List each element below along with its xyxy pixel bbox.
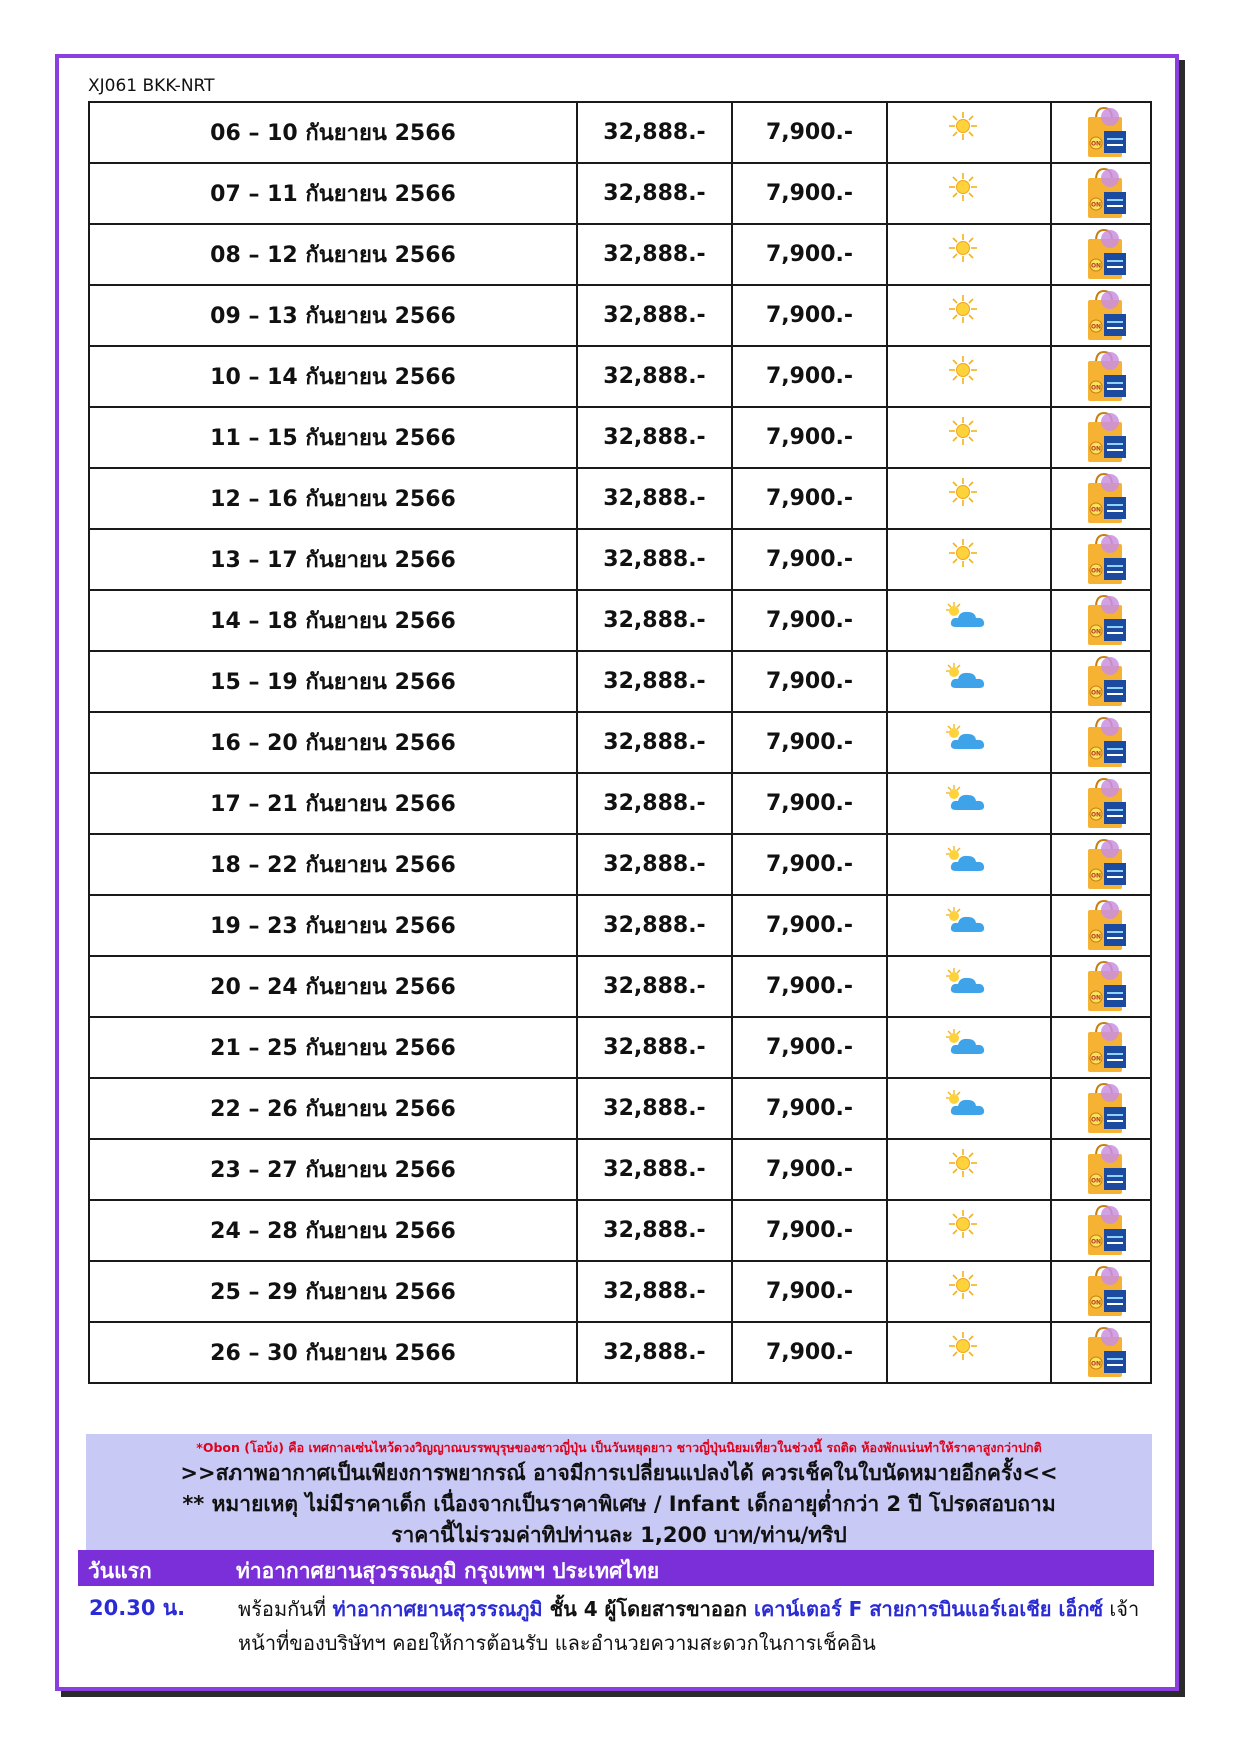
- weather-cell: [887, 468, 1051, 529]
- single-supplement: 7,900.-: [732, 529, 887, 590]
- day-header: [78, 1550, 1154, 1586]
- single-supplement: 7,900.-: [732, 1078, 887, 1139]
- adult-price: 32,888.-: [577, 895, 732, 956]
- shopping-cell: [1051, 1322, 1151, 1383]
- table-row: [89, 407, 1151, 468]
- sun-behind-cloud-icon: [944, 845, 988, 875]
- weather-cell: [887, 285, 1051, 346]
- svg-text:ON: ON: [1090, 689, 1102, 697]
- adult-price: 32,888.-: [577, 529, 732, 590]
- weather-cell: [887, 1139, 1051, 1200]
- schedule-time: 20.30 น.: [89, 1596, 186, 1620]
- sun-behind-cloud-icon: [944, 906, 988, 936]
- shopping-bag-on-icon: [1082, 1264, 1128, 1318]
- shopping-cell: [1051, 956, 1151, 1017]
- svg-text:ON: ON: [1090, 872, 1102, 880]
- desc-floor: ชั้น 4 ผู้โดยสารขาออก: [542, 1597, 755, 1621]
- day-title: ท่าอากาศยานสุวรรณภูมิ กรุงเทพฯ ประเทศไทย: [236, 1559, 660, 1583]
- shopping-bag-on-icon: [1082, 1325, 1128, 1379]
- single-supplement: 7,900.-: [732, 712, 887, 773]
- departure-dates: 13 – 17 กันยายน 2566: [89, 529, 577, 590]
- single-supplement: 7,900.-: [732, 1261, 887, 1322]
- sun-icon: [948, 477, 978, 507]
- departure-dates: 22 – 26 กันยายน 2566: [89, 1078, 577, 1139]
- table-row: [89, 285, 1151, 346]
- adult-price: 32,888.-: [577, 1322, 732, 1383]
- single-supplement: 7,900.-: [732, 102, 887, 163]
- table-row: [89, 1078, 1151, 1139]
- single-supplement: 7,900.-: [732, 1322, 887, 1383]
- sun-behind-cloud-icon: [944, 662, 988, 692]
- svg-text:ON: ON: [1090, 140, 1102, 148]
- table-row: [89, 651, 1151, 712]
- shopping-bag-on-icon: [1082, 1203, 1128, 1257]
- svg-text:ON: ON: [1090, 445, 1102, 453]
- sun-icon: [948, 538, 978, 568]
- sun-behind-cloud-icon: [944, 601, 988, 631]
- adult-price: 32,888.-: [577, 1200, 732, 1261]
- desc-counter: เคาน์เตอร์ F สายการบินแอร์เอเชีย เอ็กซ์: [754, 1597, 1104, 1621]
- sun-behind-cloud-icon: [944, 967, 988, 997]
- weather-cell: [887, 224, 1051, 285]
- shopping-cell: [1051, 163, 1151, 224]
- svg-text:ON: ON: [1090, 384, 1102, 392]
- child-price-note: ** หมายเหตุ ไม่มีราคาเด็ก เนื่องจากเป็นราคาพิเศษ / Infant เด็กอายุต่ำกว่า 2 ปี โปรดสอบถาม: [182, 1492, 1056, 1516]
- sun-behind-cloud-icon: [944, 723, 988, 753]
- departure-dates: 17 – 21 กันยายน 2566: [89, 773, 577, 834]
- adult-price: 32,888.-: [577, 163, 732, 224]
- single-supplement: 7,900.-: [732, 590, 887, 651]
- weather-cell: [887, 956, 1051, 1017]
- table-row: [89, 1322, 1151, 1383]
- svg-text:ON: ON: [1090, 750, 1102, 758]
- shopping-bag-on-icon: [1082, 593, 1128, 647]
- single-supplement: 7,900.-: [732, 1139, 887, 1200]
- adult-price: 32,888.-: [577, 1261, 732, 1322]
- shopping-bag-on-icon: [1082, 776, 1128, 830]
- departure-dates: 11 – 15 กันยายน 2566: [89, 407, 577, 468]
- svg-text:ON: ON: [1090, 567, 1102, 575]
- svg-text:ON: ON: [1090, 628, 1102, 636]
- svg-text:ON: ON: [1090, 1299, 1102, 1307]
- svg-text:ON: ON: [1090, 201, 1102, 209]
- shopping-bag-on-icon: [1082, 288, 1128, 342]
- shopping-bag-on-icon: [1082, 227, 1128, 281]
- single-supplement: 7,900.-: [732, 773, 887, 834]
- shopping-bag-on-icon: [1082, 898, 1128, 952]
- shopping-cell: [1051, 285, 1151, 346]
- adult-price: 32,888.-: [577, 1017, 732, 1078]
- departure-dates: 19 – 23 กันยายน 2566: [89, 895, 577, 956]
- shopping-cell: [1051, 1017, 1151, 1078]
- desc-text: เจ้าหน้าที่ของบริษัทฯ คอยให้การต้อนรับ และอำนวยความสะดวกในการเช็คอิน: [238, 1597, 1140, 1655]
- table-row: [89, 590, 1151, 651]
- sun-icon: [948, 1331, 978, 1361]
- weather-cell: [887, 163, 1051, 224]
- table-row: [89, 956, 1151, 1017]
- adult-price: 32,888.-: [577, 102, 732, 163]
- obon-note: *Obon (โอบ้ง) คือ เทศกาลเซ่นไหว้ดวงวิญญาณบรรพบุรุษของชาวญี่ปุ่น เป็นวันหยุดยาว ชาวญี่ปุ่นนิยมเที่ยวในช่วงนี้ รถติด ห้องพักแน่นทำให้ราคาสูงกว่าปกติ: [196, 1440, 1042, 1455]
- weather-cell: [887, 529, 1051, 590]
- table-row: [89, 1139, 1151, 1200]
- table-row: [89, 346, 1151, 407]
- shopping-bag-on-icon: [1082, 1142, 1128, 1196]
- shopping-bag-on-icon: [1082, 532, 1128, 586]
- table-row: [89, 895, 1151, 956]
- shopping-cell: [1051, 1200, 1151, 1261]
- departure-dates: 10 – 14 กันยายน 2566: [89, 346, 577, 407]
- shopping-cell: [1051, 407, 1151, 468]
- shopping-cell: [1051, 346, 1151, 407]
- table-row: [89, 1261, 1151, 1322]
- table-row: [89, 834, 1151, 895]
- shopping-cell: [1051, 1139, 1151, 1200]
- svg-text:ON: ON: [1090, 811, 1102, 819]
- weather-cell: [887, 102, 1051, 163]
- departure-dates: 07 – 11 กันยายน 2566: [89, 163, 577, 224]
- shopping-bag-on-icon: [1082, 715, 1128, 769]
- adult-price: 32,888.-: [577, 956, 732, 1017]
- adult-price: 32,888.-: [577, 834, 732, 895]
- shopping-cell: [1051, 590, 1151, 651]
- svg-text:ON: ON: [1090, 933, 1102, 941]
- svg-text:ON: ON: [1090, 506, 1102, 514]
- departure-dates: 20 – 24 กันยายน 2566: [89, 956, 577, 1017]
- weather-cell: [887, 895, 1051, 956]
- table-row: [89, 529, 1151, 590]
- weather-cell: [887, 1200, 1051, 1261]
- single-supplement: 7,900.-: [732, 1017, 887, 1078]
- shopping-bag-on-icon: [1082, 105, 1128, 159]
- single-supplement: 7,900.-: [732, 834, 887, 895]
- departure-dates: 12 – 16 กันยายน 2566: [89, 468, 577, 529]
- shopping-bag-on-icon: [1082, 1081, 1128, 1135]
- shopping-bag-on-icon: [1082, 349, 1128, 403]
- departure-dates: 25 – 29 กันยายน 2566: [89, 1261, 577, 1322]
- tour-code: XJ061 BKK-NRT: [88, 76, 215, 96]
- svg-text:ON: ON: [1090, 1177, 1102, 1185]
- adult-price: 32,888.-: [577, 712, 732, 773]
- shopping-cell: [1051, 102, 1151, 163]
- weather-note: >>สภาพอากาศเป็นเพียงการพยากรณ์ อาจมีการเปลี่ยนแปลงได้ ควรเช็คในใบนัดหมายอีกครั้ง<<: [180, 1461, 1058, 1485]
- svg-text:ON: ON: [1090, 1116, 1102, 1124]
- departure-dates: 08 – 12 กันยายน 2566: [89, 224, 577, 285]
- single-supplement: 7,900.-: [732, 651, 887, 712]
- adult-price: 32,888.-: [577, 651, 732, 712]
- svg-text:ON: ON: [1090, 262, 1102, 270]
- weather-cell: [887, 1017, 1051, 1078]
- adult-price: 32,888.-: [577, 346, 732, 407]
- single-supplement: 7,900.-: [732, 163, 887, 224]
- svg-text:ON: ON: [1090, 1055, 1102, 1063]
- departure-dates: 09 – 13 กันยายน 2566: [89, 285, 577, 346]
- shopping-cell: [1051, 1261, 1151, 1322]
- sun-icon: [948, 233, 978, 263]
- frame-shadow: [61, 1691, 1185, 1697]
- shopping-bag-on-icon: [1082, 166, 1128, 220]
- sun-icon: [948, 172, 978, 202]
- departure-dates: 14 – 18 กันยายน 2566: [89, 590, 577, 651]
- adult-price: 32,888.-: [577, 1078, 732, 1139]
- single-supplement: 7,900.-: [732, 468, 887, 529]
- svg-text:ON: ON: [1090, 994, 1102, 1002]
- svg-text:ON: ON: [1090, 1360, 1102, 1368]
- shopping-cell: [1051, 468, 1151, 529]
- notes-box: [86, 1434, 1152, 1550]
- sun-icon: [948, 355, 978, 385]
- weather-cell: [887, 651, 1051, 712]
- shopping-bag-on-icon: [1082, 1020, 1128, 1074]
- tip-note: ราคานี้ไม่รวมค่าทิปท่านละ 1,200 บาท/ท่าน/ทริป: [391, 1523, 847, 1547]
- weather-cell: [887, 407, 1051, 468]
- frame-shadow: [1179, 60, 1185, 1697]
- single-supplement: 7,900.-: [732, 407, 887, 468]
- table-row: [89, 224, 1151, 285]
- shopping-cell: [1051, 224, 1151, 285]
- table-row: [89, 1200, 1151, 1261]
- shopping-cell: [1051, 895, 1151, 956]
- table-row: [89, 712, 1151, 773]
- adult-price: 32,888.-: [577, 773, 732, 834]
- departure-dates: 18 – 22 กันยายน 2566: [89, 834, 577, 895]
- shopping-bag-on-icon: [1082, 654, 1128, 708]
- single-supplement: 7,900.-: [732, 346, 887, 407]
- weather-cell: [887, 712, 1051, 773]
- sun-behind-cloud-icon: [944, 1028, 988, 1058]
- shopping-bag-on-icon: [1082, 471, 1128, 525]
- desc-text: พร้อมกันที่: [238, 1597, 333, 1621]
- single-supplement: 7,900.-: [732, 224, 887, 285]
- shopping-cell: [1051, 1078, 1151, 1139]
- adult-price: 32,888.-: [577, 1139, 732, 1200]
- schedule-description: [238, 1592, 1150, 1660]
- shopping-cell: [1051, 529, 1151, 590]
- sun-icon: [948, 1148, 978, 1178]
- single-supplement: 7,900.-: [732, 1200, 887, 1261]
- table-row: [89, 163, 1151, 224]
- adult-price: 32,888.-: [577, 468, 732, 529]
- sun-icon: [948, 111, 978, 141]
- shopping-bag-on-icon: [1082, 837, 1128, 891]
- sun-icon: [948, 294, 978, 324]
- shopping-cell: [1051, 651, 1151, 712]
- shopping-cell: [1051, 773, 1151, 834]
- sun-behind-cloud-icon: [944, 784, 988, 814]
- single-supplement: 7,900.-: [732, 956, 887, 1017]
- departure-dates: 06 – 10 กันยายน 2566: [89, 102, 577, 163]
- departure-dates: 21 – 25 กันยายน 2566: [89, 1017, 577, 1078]
- table-row: [89, 1017, 1151, 1078]
- weather-cell: [887, 590, 1051, 651]
- sun-icon: [948, 1270, 978, 1300]
- departure-dates: 24 – 28 กันยายน 2566: [89, 1200, 577, 1261]
- departure-table: [88, 101, 1152, 1384]
- departure-dates: 16 – 20 กันยายน 2566: [89, 712, 577, 773]
- shopping-bag-on-icon: [1082, 959, 1128, 1013]
- departure-dates: 26 – 30 กันยายน 2566: [89, 1322, 577, 1383]
- table-row: [89, 468, 1151, 529]
- weather-cell: [887, 346, 1051, 407]
- departure-dates: 15 – 19 กันยายน 2566: [89, 651, 577, 712]
- svg-text:ON: ON: [1090, 323, 1102, 331]
- sun-icon: [948, 1209, 978, 1239]
- weather-cell: [887, 773, 1051, 834]
- day-label: วันแรก: [88, 1559, 152, 1583]
- shopping-cell: [1051, 834, 1151, 895]
- svg-text:ON: ON: [1090, 1238, 1102, 1246]
- adult-price: 32,888.-: [577, 407, 732, 468]
- table-row: [89, 102, 1151, 163]
- adult-price: 32,888.-: [577, 224, 732, 285]
- sun-behind-cloud-icon: [944, 1089, 988, 1119]
- single-supplement: 7,900.-: [732, 285, 887, 346]
- sun-icon: [948, 416, 978, 446]
- weather-cell: [887, 834, 1051, 895]
- departure-dates: 23 – 27 กันยายน 2566: [89, 1139, 577, 1200]
- shopping-cell: [1051, 712, 1151, 773]
- shopping-bag-on-icon: [1082, 410, 1128, 464]
- weather-cell: [887, 1261, 1051, 1322]
- adult-price: 32,888.-: [577, 285, 732, 346]
- weather-cell: [887, 1078, 1051, 1139]
- adult-price: 32,888.-: [577, 590, 732, 651]
- weather-cell: [887, 1322, 1051, 1383]
- desc-airport: ท่าอากาศยานสุวรรณภูมิ: [332, 1597, 543, 1621]
- table-row: [89, 773, 1151, 834]
- single-supplement: 7,900.-: [732, 895, 887, 956]
